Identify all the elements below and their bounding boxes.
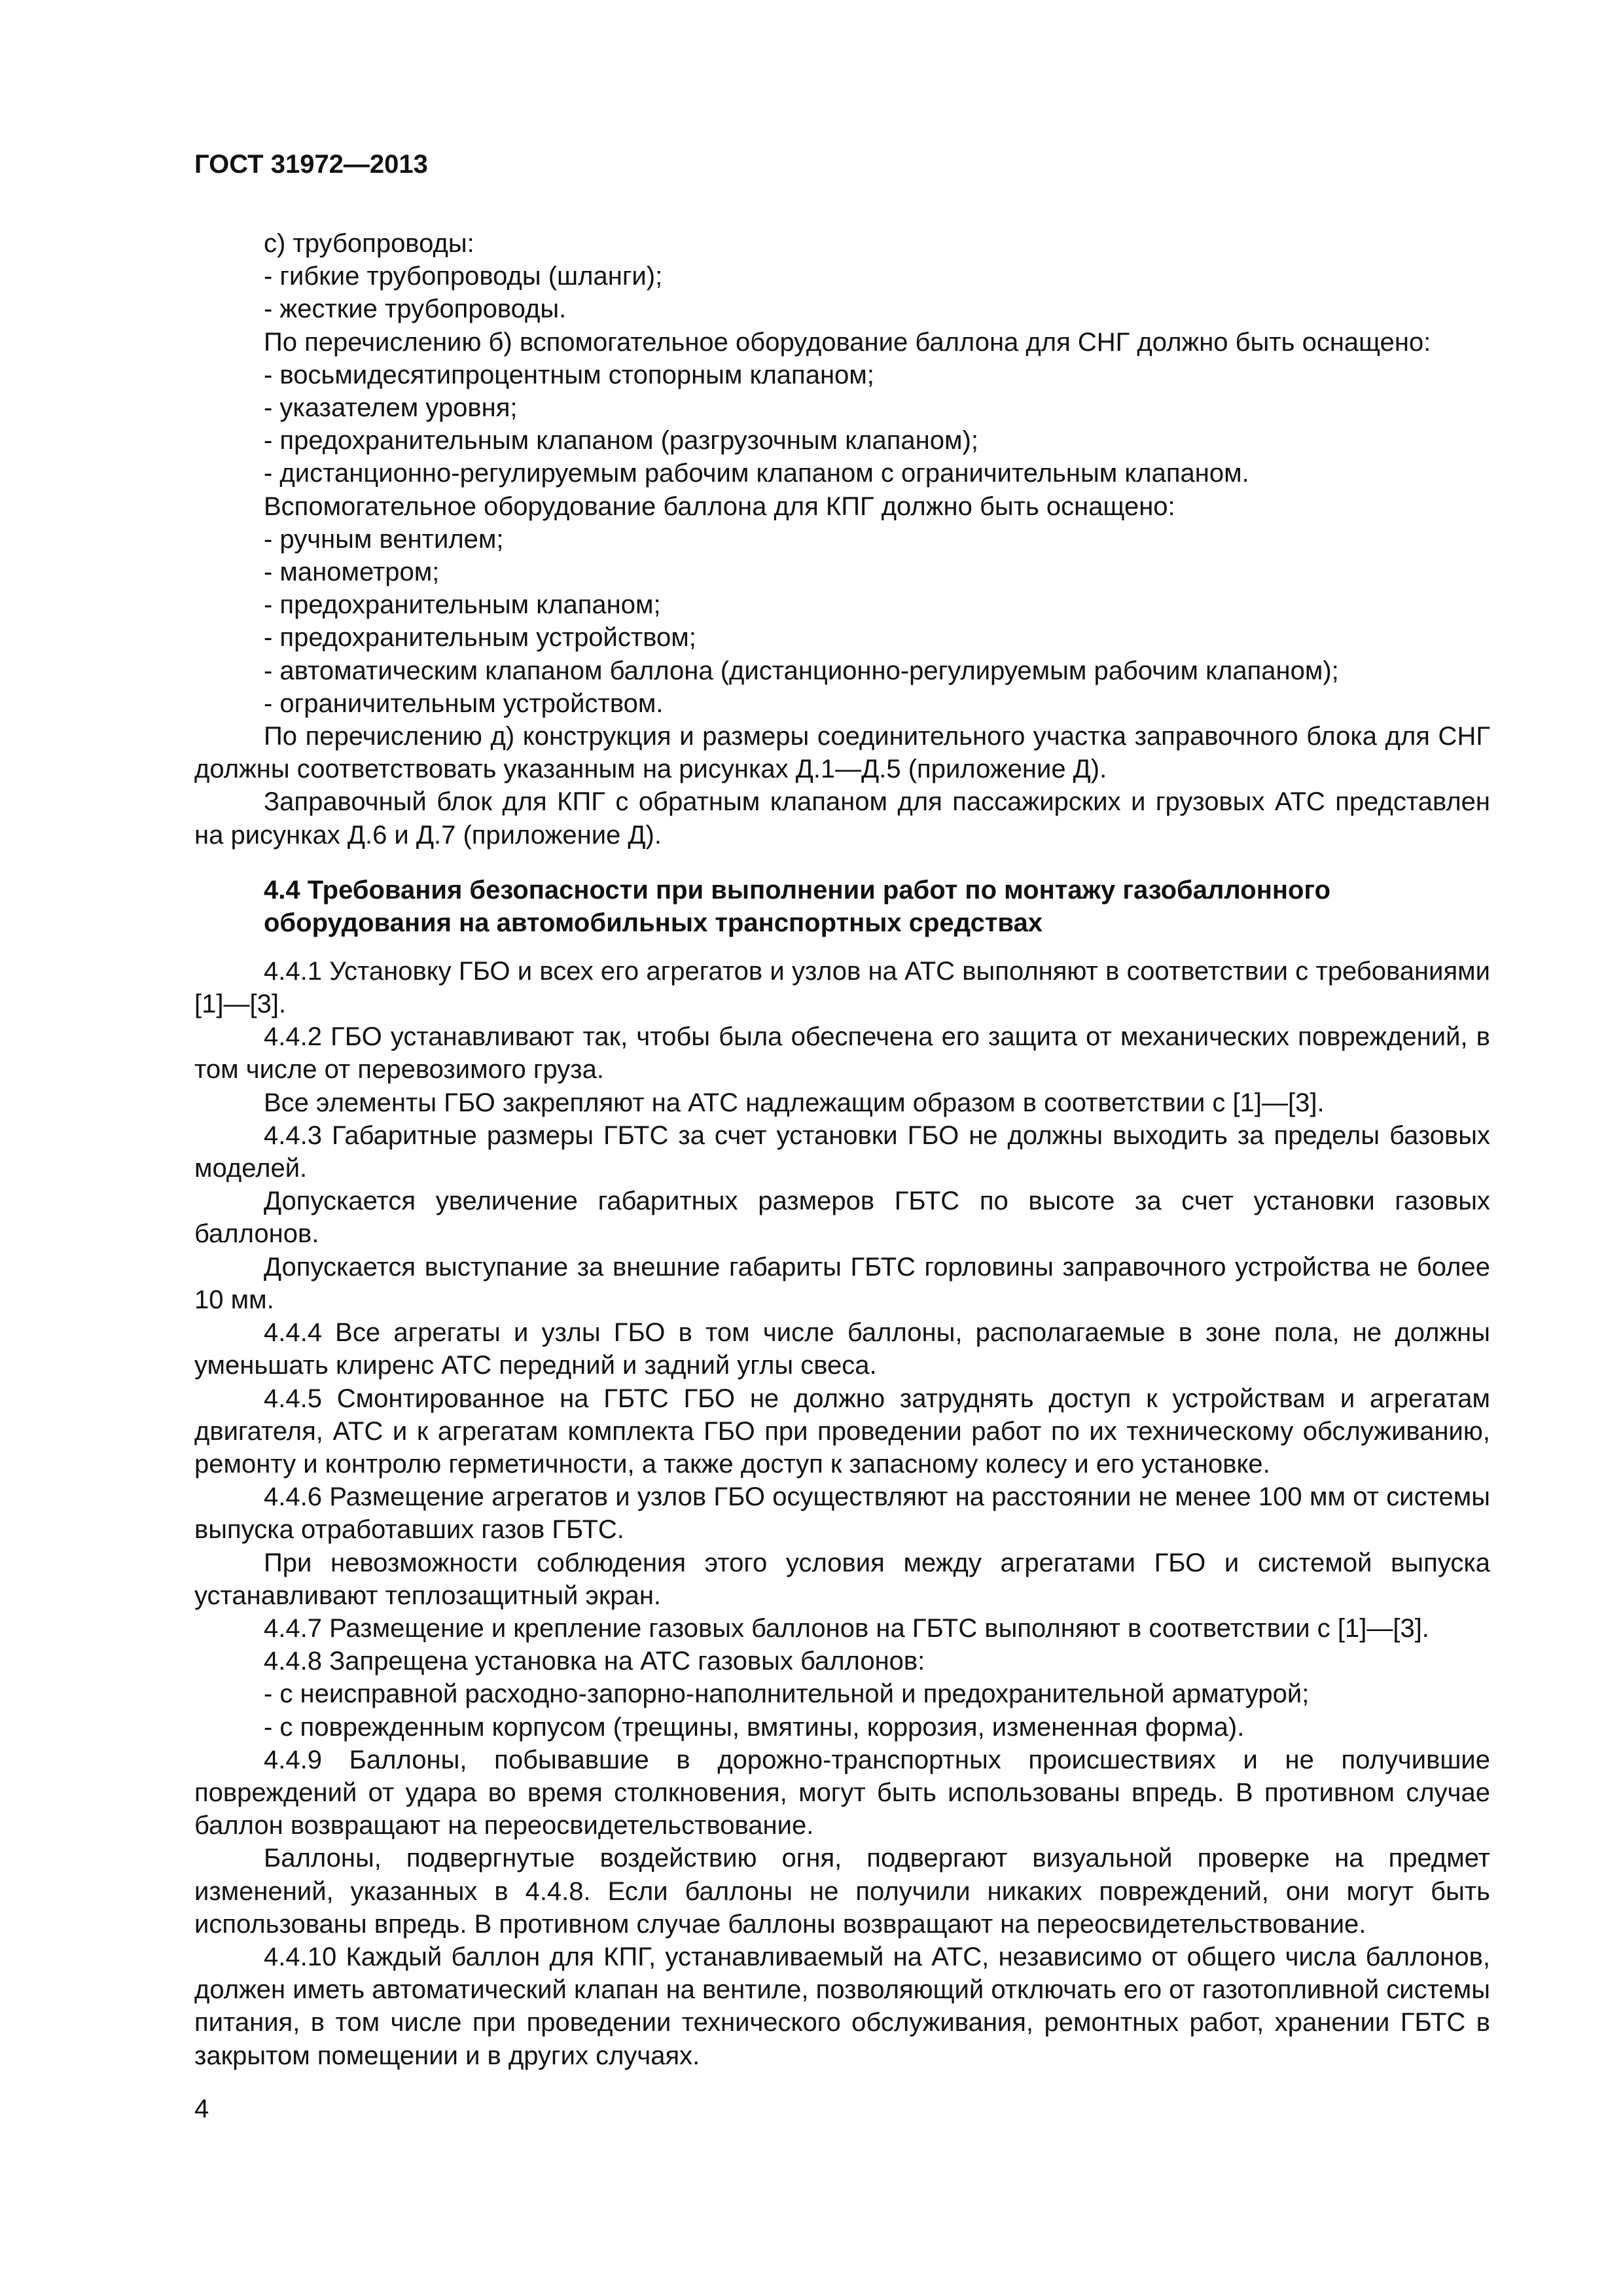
paragraph: Баллоны, подвергнутые воздействию огня, подвергают визуальной проверке на предмет изменений, указанных в 4.4.8. Если баллоны не получили никаких повреждений, они могут быть использованы впредь. В противном случае баллоны возвращают на переосвидетельствование.: [194, 1844, 1490, 1939]
list-item: - дистанционно-регулируемым рабочим клапаном с ограничительным клапаном.: [264, 459, 1249, 488]
paragraph: 4.4.10 Каждый баллон для КПГ, устанавливаемый на АТС, независимо от общего числа баллонов, должен иметь автоматический клапан на вентиле, позволяющий отключать его от газотопливной системы питания, в том числе при проведении технического обслуживания, ремонтных работ, хранении ГБТС в закрытом помещении и в других случаях.: [194, 1942, 1490, 2070]
paragraph: По перечислению б) вспомогательное оборудование баллона для СНГ должно быть оснащено:: [264, 327, 1431, 357]
list-item: - с поврежденным корпусом (трещины, вмятины, коррозия, измененная форма).: [264, 1712, 1245, 1742]
paragraph: Допускается выступание за внешние габариты ГБТС горловины заправочного устройства не более 10 мм.: [194, 1252, 1490, 1314]
section-heading: 4.4 Требования безопасности при выполнении работ по монтажу газобаллонного оборудования на автомобильных транспортных средствах: [264, 875, 1331, 937]
list-item: - жесткие трубопроводы.: [264, 295, 567, 324]
paragraph: При невозможности соблюдения этого условия между агрегатами ГБО и системой выпуска устанавливают теплозащитный экран.: [194, 1548, 1490, 1610]
page-number: 4: [194, 2094, 209, 2123]
list-item: - указателем уровня;: [264, 393, 518, 423]
paragraph: Вспомогательное оборудование баллона для КПГ должно быть оснащено:: [264, 492, 1175, 521]
paragraph: 4.4.3 Габаритные размеры ГБТС за счет установки ГБО не должны выходить за пределы базовых моделей.: [194, 1121, 1490, 1183]
paragraph: 4.4.2 ГБО устанавливают так, чтобы была обеспечена его защита от механических повреждений, в том числе от перевозимого груза.: [194, 1022, 1490, 1085]
list-item: с) трубопроводы:: [264, 229, 474, 258]
list-item: - ручным вентилем;: [264, 524, 504, 554]
list-item: - с неисправной расходно-запорно-наполнительной и предохранительной арматурой;: [264, 1679, 1310, 1709]
paragraph: Допускается увеличение габаритных размеров ГБТС по высоте за счет установки газовых баллонов.: [194, 1187, 1490, 1249]
list-item: - восьмидесятипроцентным стопорным клапаном;: [264, 360, 874, 389]
document-body: [194, 227, 1490, 2072]
list-item: - манометром;: [264, 558, 440, 587]
paragraph: 4.4.6 Размещение агрегатов и узлов ГБО осуществляют на расстоянии не менее 100 мм от системы выпуска отработавших газов ГБТС.: [194, 1482, 1490, 1545]
paragraph: Заправочный блок для КПГ с обратным клапаном для пассажирских и грузовых АТС представлен на рисунках Д.6 и Д.7 (приложение Д).: [194, 787, 1490, 850]
paragraph: Все элементы ГБО закрепляют на АТС надлежащим образом в соответствии с [1]—[3].: [264, 1088, 1325, 1117]
paragraph: 4.4.5 Смонтированное на ГБТС ГБО не должно затруднять доступ к устройствам и агрегатам двигателя, АТС и к агрегатам комплекта ГБО при проведении работ по их техническому обслуживанию, ремонту и контролю герметичности, а также доступ к запасному колесу и его установке.: [194, 1384, 1490, 1479]
list-item: - предохранительным устройством;: [264, 623, 696, 653]
paragraph: 4.4.1 Установку ГБО и всех его агрегатов и узлов на АТС выполняют в соответствии с требованиями [1]—[3].: [194, 956, 1490, 1019]
paragraph: 4.4.7 Размещение и крепление газовых баллонов на ГБТС выполняют в соответствии с [1]—[3].: [264, 1613, 1429, 1643]
document-header: ГОСТ 31972—2013: [194, 150, 428, 179]
paragraph: По перечислению д) конструкция и размеры соединительного участка заправочного блока для СНГ должны соответствовать указанным на рисунках Д.1—Д.5 (приложение Д).: [194, 722, 1490, 784]
list-item: - ограничительным устройством.: [264, 689, 664, 718]
list-item: - гибкие трубопроводы (шланги);: [264, 262, 663, 291]
list-item: - предохранительным клапаном (разгрузочным клапаном);: [264, 426, 978, 456]
paragraph: 4.4.4 Все агрегаты и узлы ГБО в том числе баллоны, располагаемые в зоне пола, не должны уменьшать клиренс АТС передний и задний углы свеса.: [194, 1318, 1490, 1380]
list-item: - автоматическим клапаном баллона (дистанционно-регулируемым рабочим клапаном);: [264, 656, 1339, 685]
paragraph: 4.4.9 Баллоны, побывавшие в дорожно-транспортных происшествиях и не получившие повреждений от удара во время столкновения, могут быть использованы впредь. В противном случае баллон возвращают на переосвидетельствование.: [194, 1745, 1490, 1840]
list-item: - предохранительным клапаном;: [264, 590, 661, 620]
paragraph: 4.4.8 Запрещена установка на АТС газовых баллонов:: [264, 1647, 925, 1676]
